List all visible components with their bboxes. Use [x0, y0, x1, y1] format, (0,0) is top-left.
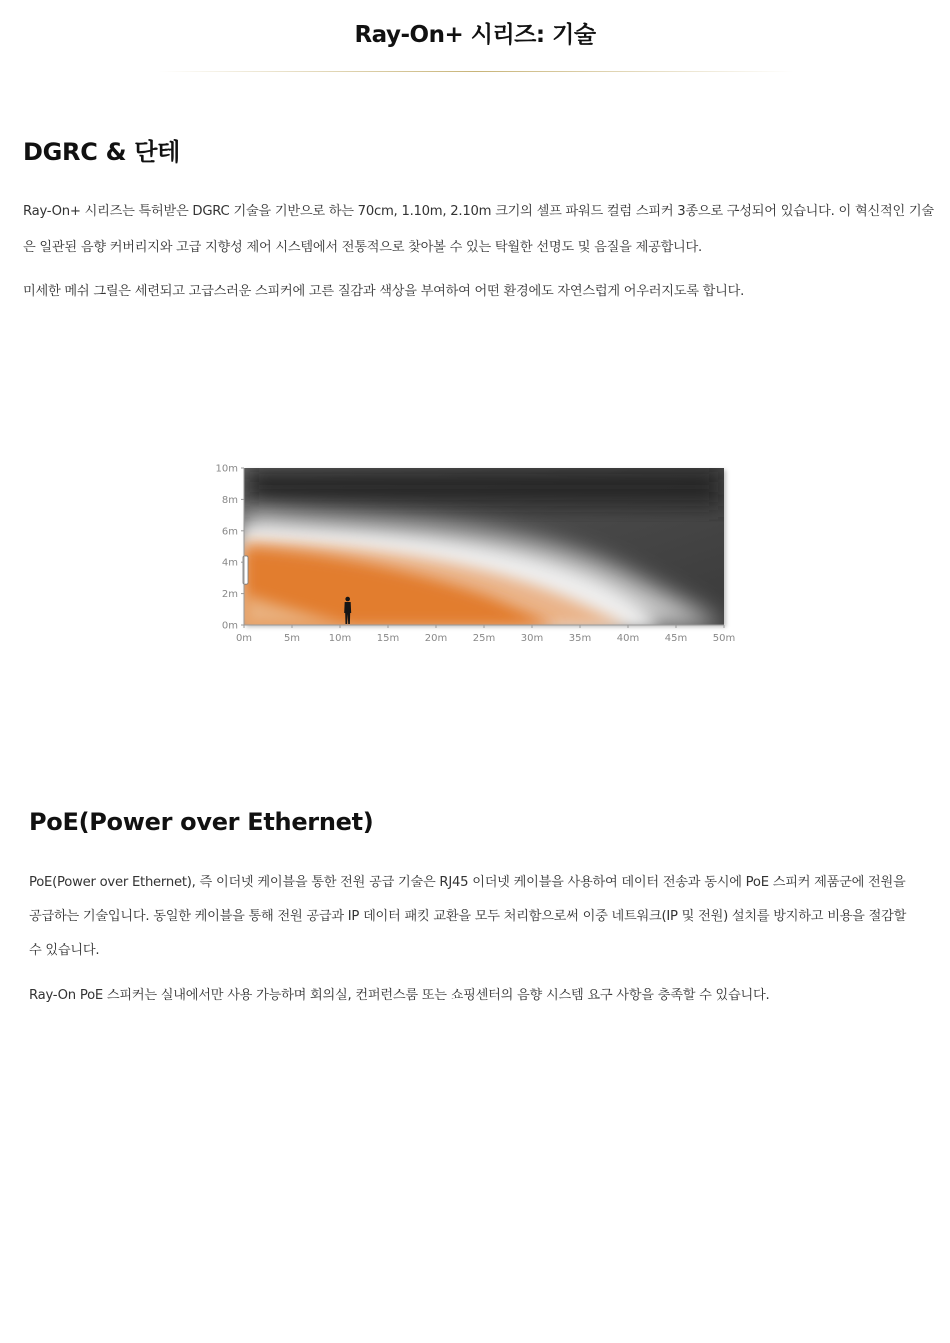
- paragraph-dgrc-grille: 미세한 메쉬 그릴은 세련되고 고급스러운 스피커에 고른 질감과 색상을 부여하여 어떤 환경에도 자연스럽게 어우러지도록 합니다.: [23, 284, 745, 299]
- x-tick-label: 45m: [664, 633, 688, 644]
- heatmap-field: [244, 468, 724, 627]
- paragraph-dgrc-intro: Ray-On+ 시리즈는 특허받은 DGRC 기술을 기반으로 하는 70cm, 1.10m, 2.10m 크기의 셀프 파워드 컬럼 스피커 3종으로 구성되어 있습니다. 이 혁신적인 기술은 일관된 음향 커버리지와 고급 지향성 제어 시스템에서 전통적으로 찾아볼 수 있는 탁월한 선명도 및 음질을 제공합니다.: [23, 204, 934, 255]
- coverage-heatmap-chart: [200, 455, 750, 655]
- y-tick-label: 4m: [221, 557, 238, 569]
- x-tick-label: 30m: [520, 633, 544, 644]
- paragraph-poe-intro: PoE(Power over Ethernet), 즉 이더넷 케이블을 통한 전원 공급 기술은 RJ45 이더넷 케이블을 사용하여 데이터 전송과 동시에 PoE 스피커 제품군에 전원을 공급하는 기술입니다. 동일한 케이블을 통해 전원 공급과 IP 데이터 패킷 교환을 모두 처리함으로써 이중 네트워크(IP 및 전원) 설치를 방지하고 비용을 절감할 수 있습니다.: [29, 875, 907, 958]
- x-tick-label: 40m: [616, 633, 640, 644]
- x-tick-label: 20m: [424, 633, 448, 644]
- y-tick-label: 8m: [221, 494, 238, 506]
- y-tick-label: 2m: [221, 589, 238, 601]
- top-dark-band: [244, 468, 724, 506]
- x-tick-label: 5m: [283, 633, 301, 644]
- page-title: Ray-On+ 시리즈: 기술: [354, 22, 596, 48]
- y-tick-label: 10m: [215, 463, 238, 475]
- title-divider: [158, 71, 794, 72]
- section-heading-dgrc: DGRC & 단테: [23, 138, 181, 166]
- listener-head: [345, 597, 350, 602]
- y-tick-label: 6m: [221, 526, 238, 538]
- x-tick-label: 15m: [376, 633, 400, 644]
- section-heading-poe: PoE(Power over Ethernet): [29, 808, 374, 836]
- y-tick-label: 0m: [221, 620, 238, 632]
- coverage-heatmap-figure: [200, 455, 750, 655]
- x-tick-label: 0m: [235, 633, 253, 644]
- paragraph-poe-usage: Ray-On PoE 스피커는 실내에서만 사용 가능하며 회의실, 컨퍼런스룸 또는 쇼핑센터의 음향 시스템 요구 사항을 충족할 수 있습니다.: [29, 988, 770, 1003]
- x-tick-label: 35m: [568, 633, 592, 644]
- x-tick-label: 50m: [712, 633, 736, 644]
- x-tick-label: 25m: [472, 633, 496, 644]
- x-tick-label: 10m: [328, 633, 352, 644]
